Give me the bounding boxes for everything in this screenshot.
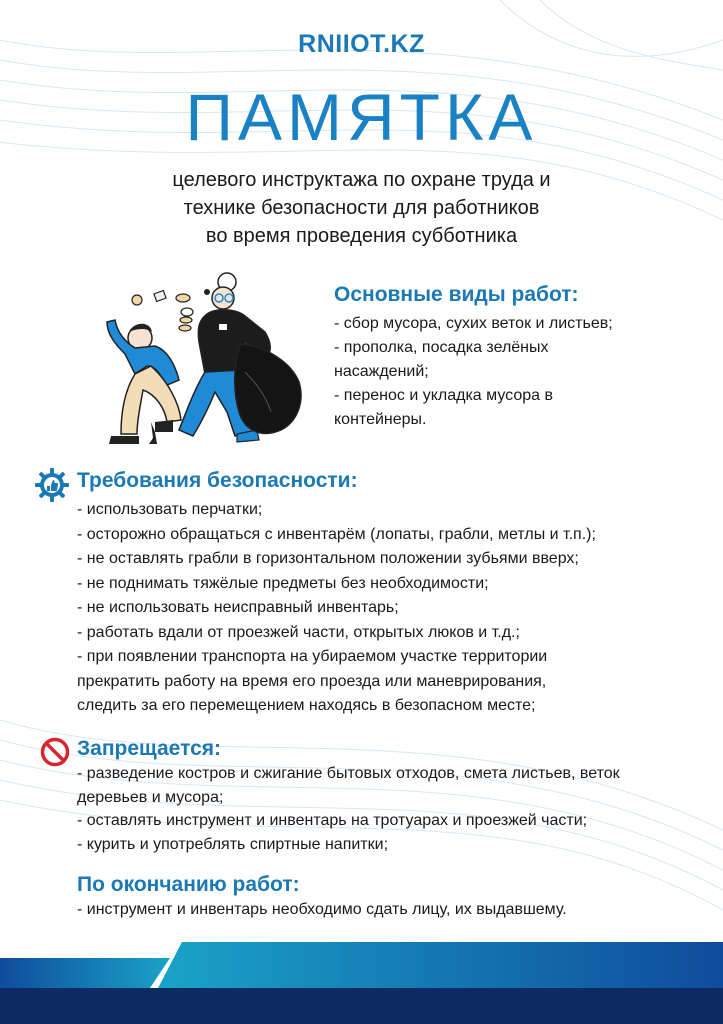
list-item: - оставлять инструмент и инвентарь на тротуарах и проезжей части; [77, 812, 588, 829]
list-item: - инструмент и инвентарь необходимо сдать лицу, их выдавшему. [77, 901, 567, 918]
subtitle-line: во время проведения субботника [205, 225, 518, 247]
work-types-list [334, 312, 704, 432]
end-of-work-heading: По окончанию работ: [77, 873, 300, 896]
safety-requirements-heading: Требования безопасности: [77, 469, 358, 492]
forbidden-list [77, 762, 713, 856]
list-item: - работать вдали от проезжей части, открытых люков и т.д.; [77, 623, 520, 641]
forbidden-heading: Запрещается: [77, 737, 222, 760]
footer-decoration [0, 938, 723, 1024]
list-item: - не поднимать тяжёлые предметы без необходимости; [77, 574, 489, 592]
forbidden-section [77, 736, 713, 856]
brand-logo [0, 30, 723, 59]
list-item: - не оставлять грабли в горизонтальном положении зубьями вверх; [77, 550, 579, 567]
safety-requirements-list [77, 498, 713, 719]
list-item: - перенос и укладка мусора в [334, 387, 553, 404]
safety-requirements-section [77, 468, 713, 719]
list-item: следить за его перемещением находясь в безопасном месте; [77, 697, 536, 714]
list-item: - сбор мусора, сухих веток и листьев; [334, 315, 613, 332]
safety-gear-icon [34, 467, 70, 503]
list-item: насаждений; [334, 363, 429, 380]
list-item: - курить и употреблять спиртные напитки; [77, 835, 389, 853]
list-item: - разведение костров и сжигание бытовых отходов, смета листьев, веток [77, 765, 620, 782]
subtitle-line: технике безопасности для работников [183, 197, 540, 219]
subtitle-line: целевого инструктажа по охране труда и [172, 169, 551, 191]
list-item: - при появлении транспорта на убираемом участке территории [77, 648, 548, 665]
page-subtitle [0, 166, 723, 250]
list-item: - прополка, посадка зелёных [334, 339, 549, 356]
page-title: ПАМЯТКА [185, 80, 538, 154]
list-item: - осторожно обращаться с инвентарём (лопаты, грабли, метлы и т.п.); [77, 525, 596, 543]
list-item: деревьев и мусора; [77, 788, 224, 806]
work-types-heading: Основные виды работ: [334, 283, 579, 306]
list-item: контейнеры. [334, 411, 427, 428]
workers-illustration [95, 262, 310, 454]
logo-text: RNIIOT.KZ [298, 30, 425, 58]
list-item: - не использовать неисправный инвентарь; [77, 599, 399, 616]
end-of-work-section [77, 872, 713, 922]
list-item: - использовать перчатки; [77, 501, 263, 518]
prohibited-icon [40, 737, 70, 767]
list-item: прекратить работу на время его проезда или маневрирования, [77, 672, 547, 690]
end-of-work-list [77, 898, 713, 922]
work-types-section [334, 282, 704, 432]
